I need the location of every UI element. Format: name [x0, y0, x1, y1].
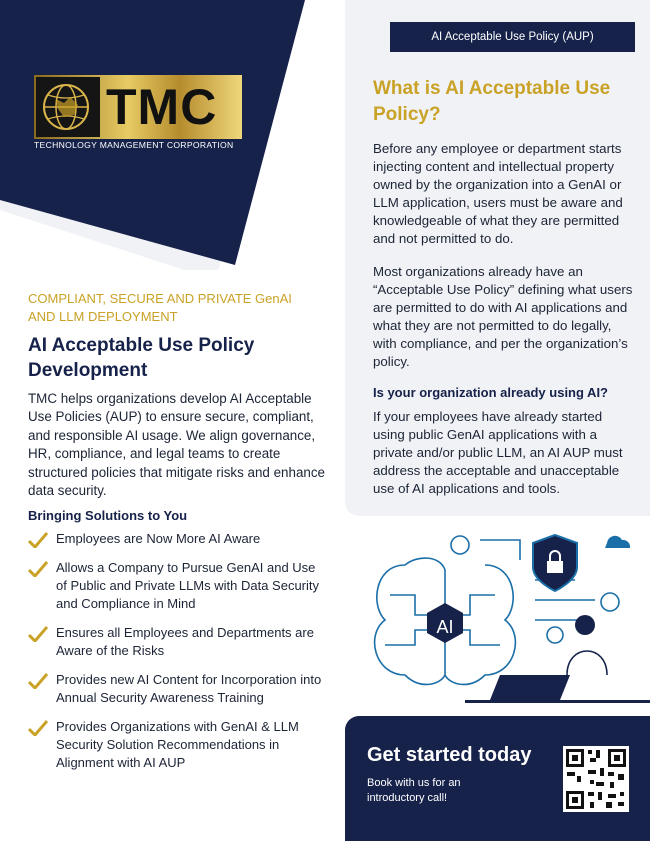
aup-tag [390, 22, 635, 52]
logo-subtitle: TECHNOLOGY MANAGEMENT CORPORATION [34, 140, 234, 150]
cta-box[interactable] [345, 716, 650, 841]
benefit-text: Ensures all Employees and Departments are Aware of the Risks [56, 625, 314, 658]
list-item [28, 671, 328, 707]
ai-security-illustration [345, 525, 650, 710]
cta-text: Book with us for an introductory call! [367, 777, 461, 804]
right-paragraph-1: Before any employee or department starts injecting content and intellectual property owned by the organization into a GenAI or LLM application, users must be aware and knowledgeable of what they are permitted and not permitted to do. [373, 141, 623, 246]
benefit-text: Allows a Company to Pursue GenAI and Use of Public and Private LLMs with Data Security and Compliance in Mind [56, 560, 320, 611]
benefit-text: Provides Organizations with GenAI & LLM Security Solution Recommendations in Alignment with AI AUP [56, 719, 299, 770]
checkmark-icon [28, 561, 48, 577]
benefits-list [28, 530, 328, 783]
aup-tag-label: AI Acceptable Use Policy (AUP) [431, 31, 594, 43]
globe-icon [36, 77, 100, 137]
checkmark-icon [28, 720, 48, 736]
benefit-text: Employees are Now More AI Aware [56, 531, 261, 546]
cta-title: Get started today [367, 744, 532, 766]
benefit-text: Provides new AI Content for Incorporation into Annual Security Awareness Training [56, 672, 322, 705]
qr-code-icon[interactable] [563, 746, 629, 812]
list-item [28, 530, 328, 548]
main-heading: AI Acceptable Use Policy Development [28, 335, 255, 381]
right-question: Is your organization already using AI? [373, 385, 609, 400]
right-title: What is AI Acceptable Use Policy? [373, 78, 611, 125]
checkmark-icon [28, 626, 48, 642]
list-item [28, 624, 328, 660]
logo-wordmark: TMC [106, 79, 218, 135]
right-paragraph-2: Most organizations already have an “Acceptable Use Policy” defining what users are permitted to do with AI applications and what they are not permitted to do legally, with compliance, and per the organization’s policy. [373, 264, 633, 369]
checkmark-icon [28, 532, 48, 548]
checkmark-icon [28, 673, 48, 689]
ai-chip-label: AI [436, 617, 454, 637]
list-item [28, 718, 328, 772]
logo-gold-box [34, 75, 242, 139]
right-paragraph-3: If your employees have already started using public GenAI applications with a private and/or public LLM, an AI AUP must address the acceptable and unacceptable use of AI applications and tools. [373, 409, 623, 496]
kicker-text: COMPLIANT, SECURE AND PRIVATE GenAI AND LLM DEPLOYMENT [28, 291, 292, 324]
bullets-heading: Bringing Solutions to You [28, 508, 188, 523]
tmc-logo [34, 75, 242, 153]
list-item [28, 559, 328, 613]
intro-paragraph: TMC helps organizations develop AI Acceptable Use Policies (AUP) to ensure secure, compliant, and responsible AI usage. We align governance, HR, compliance, and legal teams to create structured policies that mitigate risks and enhance data security. [28, 391, 325, 499]
